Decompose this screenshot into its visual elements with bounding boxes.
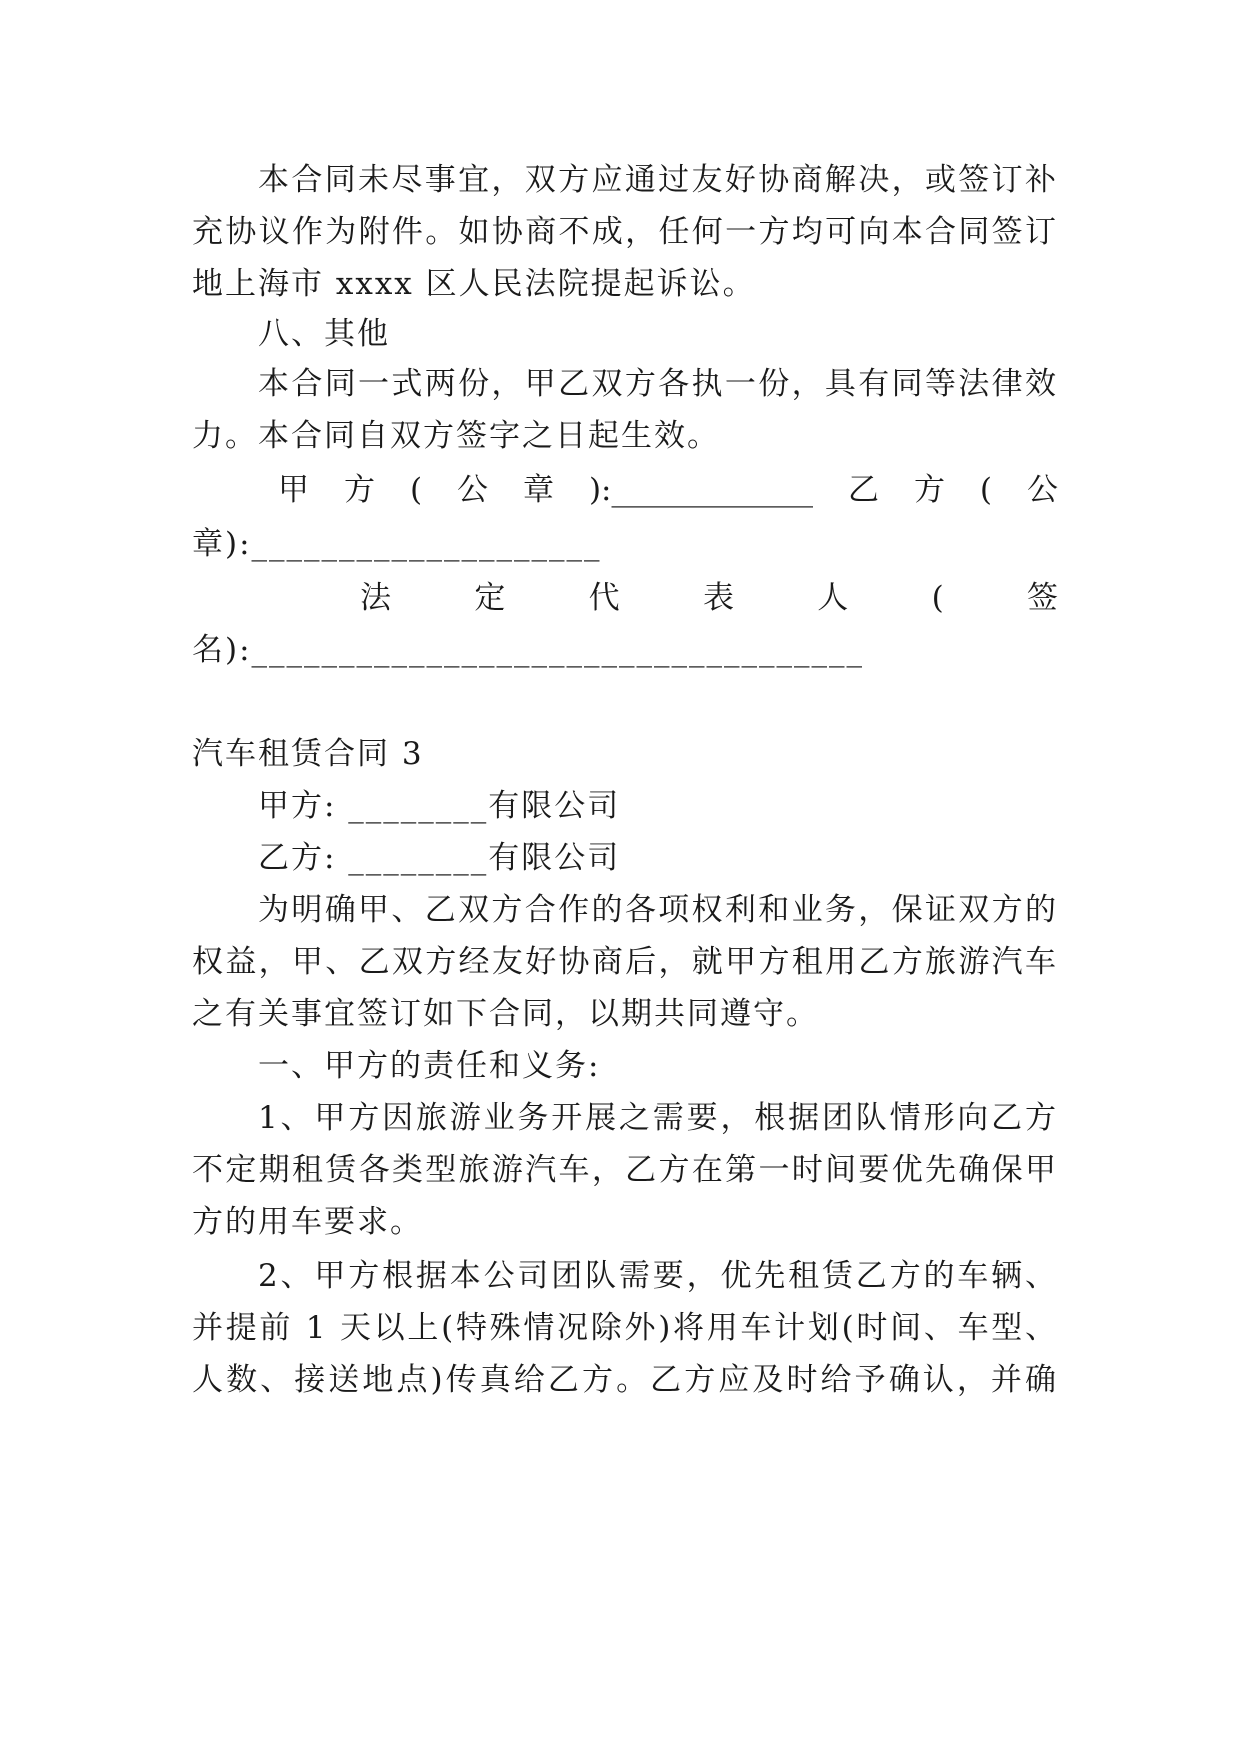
signature-line-party-a: [192, 470, 1058, 510]
paragraph-line: 2、甲方根据本公司团队需要，优先租赁乙方的车辆、: [258, 1258, 1058, 1294]
paragraph-line: 为明确甲、乙双方合作的各项权利和业务，保证双方的: [258, 892, 1058, 928]
sig-token: 乙: [847, 472, 879, 508]
signature-line: 章):____________________: [192, 526, 602, 562]
sig-token: 公: [457, 472, 489, 508]
paragraph-line: 人数、接送地点)传真给乙方。乙方应及时给予确认，并确: [192, 1362, 1058, 1398]
sig-token: 方: [343, 472, 375, 508]
sig-token: 表: [702, 580, 734, 616]
paragraph-line: 本合同一式两份，甲乙双方各执一份，具有同等法律效: [258, 366, 1058, 402]
section-heading: 一、甲方的责任和义务:: [258, 1048, 601, 1084]
signature-line-legal-rep: [192, 578, 1058, 618]
sig-token: 人: [817, 580, 849, 616]
paragraph-line: 方的用车要求。: [192, 1204, 423, 1240]
paragraph-line: 本合同未尽事宜，双方应通过友好协商解决，或签订补: [258, 162, 1058, 198]
sig-token: (: [979, 472, 993, 508]
sig-token: (: [931, 580, 944, 616]
document-title: 汽车租赁合同 3: [192, 736, 424, 772]
section-heading: 八、其他: [258, 316, 390, 352]
signature-line: 名):___________________________________: [192, 632, 865, 668]
sig-token: 签: [1026, 580, 1058, 616]
paragraph-line: 之有关事宜签订如下合同，以期共同遵守。: [192, 996, 819, 1032]
paragraph-line: 并提前 1 天以上(特殊情况除外)将用车计划(时间、车型、: [192, 1310, 1058, 1346]
paragraph-line: 充协议作为附件。如协商不成，任何一方均可向本合同签订: [192, 214, 1058, 250]
paragraph-line: 地上海市 xxxx 区人民法院提起诉讼。: [192, 266, 756, 302]
party-b-line: 乙方: ________有限公司: [258, 840, 621, 876]
sig-token: ):_____________: [588, 472, 813, 508]
sig-token: 方: [913, 472, 945, 508]
sig-token: (: [409, 472, 423, 508]
sig-token: 定: [474, 580, 506, 616]
paragraph-line: 不定期租赁各类型旅游汽车，乙方在第一时间要优先确保甲: [192, 1152, 1058, 1188]
paragraph-line: 权益，甲、乙双方经友好协商后，就甲方租用乙方旅游汽车: [192, 944, 1058, 980]
sig-token: 法: [360, 580, 391, 616]
paragraph-line: 1、甲方因旅游业务开展之需要，根据团队情形向乙方: [258, 1100, 1058, 1136]
paragraph-line: 力。本合同自双方签字之日起生效。: [192, 418, 720, 454]
sig-token: 公: [1026, 472, 1058, 508]
sig-token: 章: [522, 472, 554, 508]
party-a-line: 甲方: ________有限公司: [258, 788, 621, 824]
sig-token: 甲: [278, 472, 309, 508]
sig-token: 代: [588, 580, 620, 616]
